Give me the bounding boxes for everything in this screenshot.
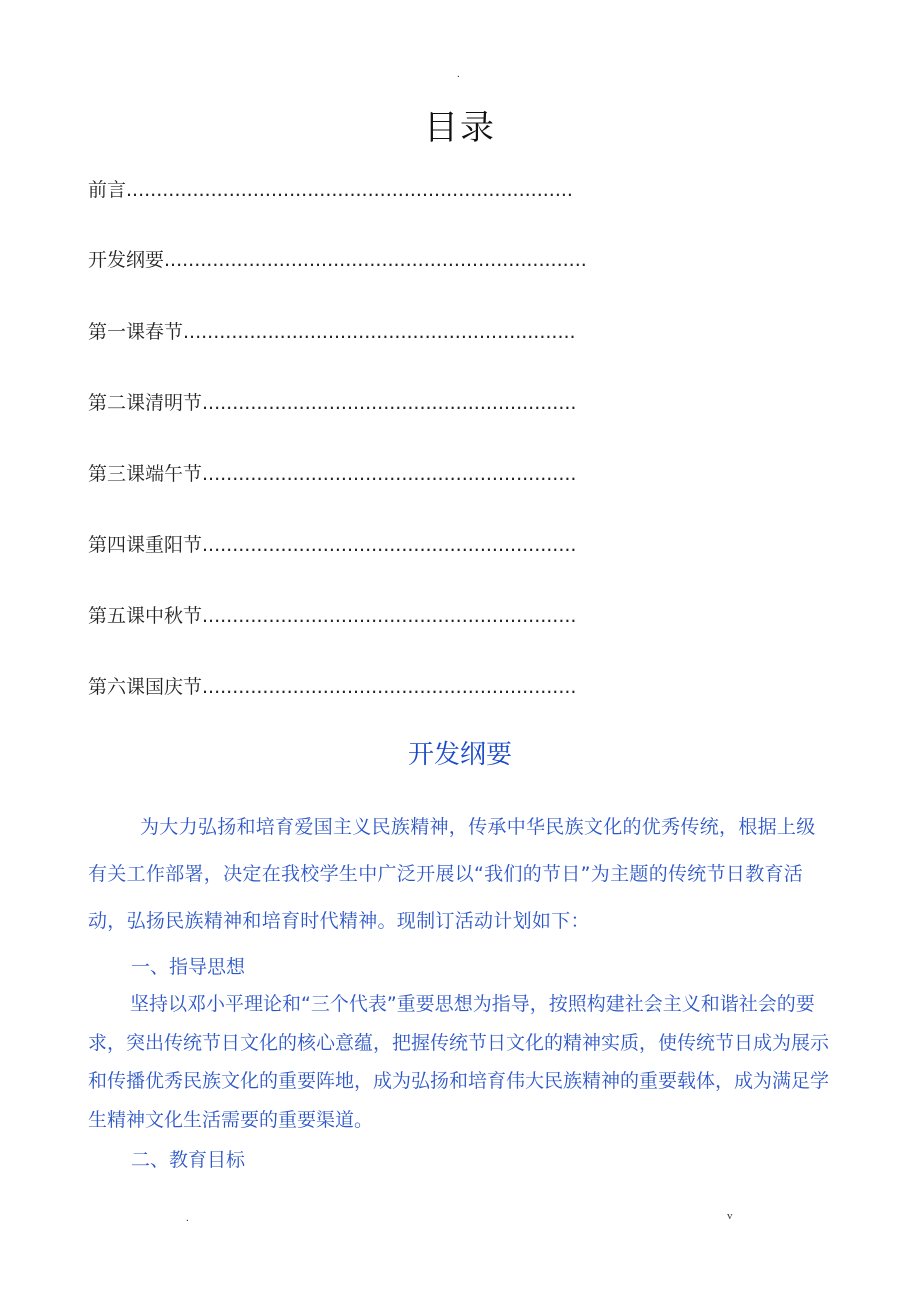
toc-item-label: 前言: [88, 179, 127, 201]
toc-leader-dots: .................................................................: [183, 321, 576, 343]
toc-item-label: 第三课端午节: [88, 463, 203, 485]
toc-item-label: 开发纲要: [88, 249, 165, 271]
toc-title: 目录: [424, 108, 496, 148]
toc-leader-dots: ..............................................................: [202, 392, 577, 414]
toc-item-preface[interactable]: [88, 175, 573, 202]
toc-leader-dots: ......................................................................: [164, 249, 587, 271]
toc-leader-dots: ..........................................................................: [126, 179, 573, 201]
toc-leader-dots: ..............................................................: [202, 676, 577, 698]
toc-leader-dots: ..............................................................: [202, 463, 577, 485]
toc-item-lesson-3[interactable]: [88, 459, 576, 486]
intro-paragraph: 为大力弘扬和培育爱国主义民族精神，传承中华民族文化的优秀传统，根据上级有关工作部署，决定在我校学生中广泛开展以“我们的节日”为主题的传统节日教育活动，弘扬民族精神和培育时代精神。现制订活动计划如下：: [88, 816, 816, 932]
toc-item-lesson-1[interactable]: [88, 317, 576, 344]
toc-item-label: 第四课重阳节: [88, 534, 203, 556]
toc-item-label: 第六课国庆节: [88, 676, 203, 698]
footer-v-mark: v: [727, 1210, 733, 1222]
toc-item-lesson-2[interactable]: [88, 388, 576, 415]
toc-leader-dots: ..............................................................: [202, 605, 577, 627]
toc-item-label: 第一课春节: [88, 321, 184, 343]
toc-item-lesson-5[interactable]: [88, 601, 576, 628]
toc-item-outline[interactable]: [88, 245, 587, 272]
header-dot-mark: .: [457, 68, 460, 80]
toc-item-lesson-6[interactable]: [88, 672, 576, 699]
toc-leader-dots: ..............................................................: [202, 534, 577, 556]
section-title: 开发纲要: [407, 740, 512, 770]
section-heading-education-goals: 二、教育目标: [131, 1149, 246, 1171]
guiding-ideology-paragraph: 坚持以邓小平理论和“三个代表”重要思想为指导，按照构建社会主义和谐社会的要求，突出传统节日文化的核心意蕴，把握传统节日文化的精神实质，使传统节日成为展示和传播优秀民族文化的重要阵地，成为弘扬和培育伟大民族精神的重要载体，成为满足学生精神文化生活需要的重要渠道。: [88, 993, 830, 1131]
toc-item-label: 第二课清明节: [88, 392, 203, 414]
toc-item-label: 第五课中秋节: [88, 605, 203, 627]
section-heading-guiding-ideology: 一、指导思想: [131, 956, 246, 978]
footer-dot-mark: .: [186, 1212, 189, 1224]
toc-item-lesson-4[interactable]: [88, 530, 576, 557]
